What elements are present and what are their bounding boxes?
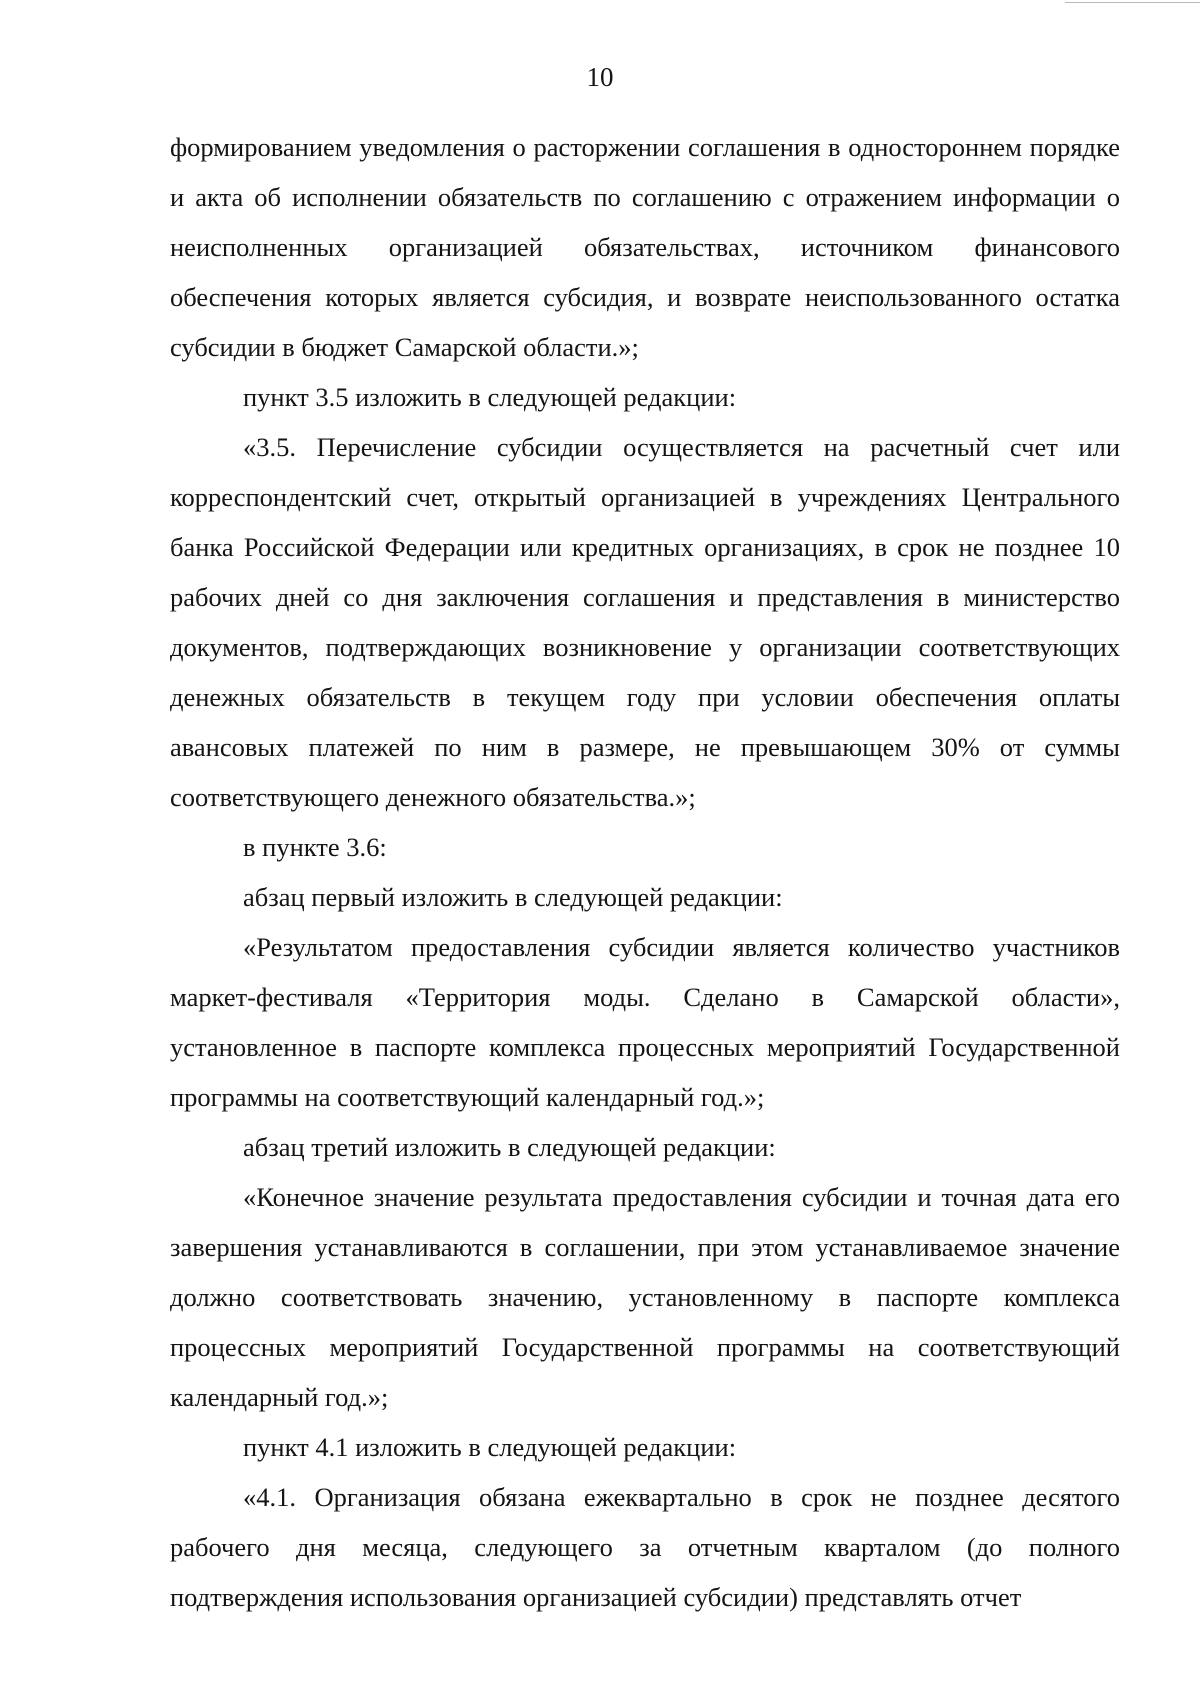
paragraph-final-value-clause: «Конечное значение результата предоставления субсидии и точная дата его завершения устанавливаются в соглашении, при этом устанавливаемое значение должно соответствовать значению, установленному в паспорте комплекса процессных мероприятий Государственной программы на соответствующий календарный год.»; — [170, 1182, 1120, 1412]
scan-edge-line — [1065, 2, 1200, 3]
paragraph-continuation: формированием уведомления о расторжении соглашения в одностороннем порядке и акта об исполнении обязательств по соглашению с отражением информации о неисполненных организацией обязательствах, источником финансового обеспечения которых является субсидия, и возврате неиспользованного остатка субсидии в бюджет Самарской области.»; — [170, 132, 1120, 362]
paragraph-amend-4-1: пункт 4.1 изложить в следующей редакции: — [243, 1432, 737, 1462]
paragraph-first-abzac: абзац первый изложить в следующей редакции: — [243, 882, 783, 912]
paragraph-amend-3-5: пункт 3.5 изложить в следующей редакции: — [243, 382, 737, 412]
paragraph-result-clause: «Результатом предоставления субсидии является количество участников маркет-фестиваля «Территория моды. Сделано в Самарской области», установленное в паспорте комплекса процессных мероприятий Государственной программы на соответствующий календарный год.»; — [170, 932, 1120, 1112]
document-body — [170, 122, 1120, 1622]
paragraph-clause-4-1: «4.1. Организация обязана ежеквартально в срок не позднее десятого рабочего дня месяца, следующего за отчетным кварталом (до полного подтверждения использования организацией субсидии) представлять отчет — [170, 1482, 1120, 1612]
paragraph-third-abzac: абзац третий изложить в следующей редакции: — [243, 1132, 776, 1162]
paragraph-amend-3-6: в пункте 3.6: — [243, 832, 387, 862]
page-number: 10 — [586, 62, 614, 92]
paragraph-clause-3-5: «3.5. Перечисление субсидии осуществляется на расчетный счет или корреспондентский счет, открытый организацией в учреждениях Центрального банка Российской Федерации или кредитных организациях, в срок не позднее 10 рабочих дней со дня заключения соглашения и представления в министерство документов, подтверждающих возникновение у организации соответствующих денежных обязательств в текущем году при условии обеспечения оплаты авансовых платежей по ним в размере, не превышающем 30% от суммы соответствующего денежного обязательства.»; — [170, 432, 1120, 812]
